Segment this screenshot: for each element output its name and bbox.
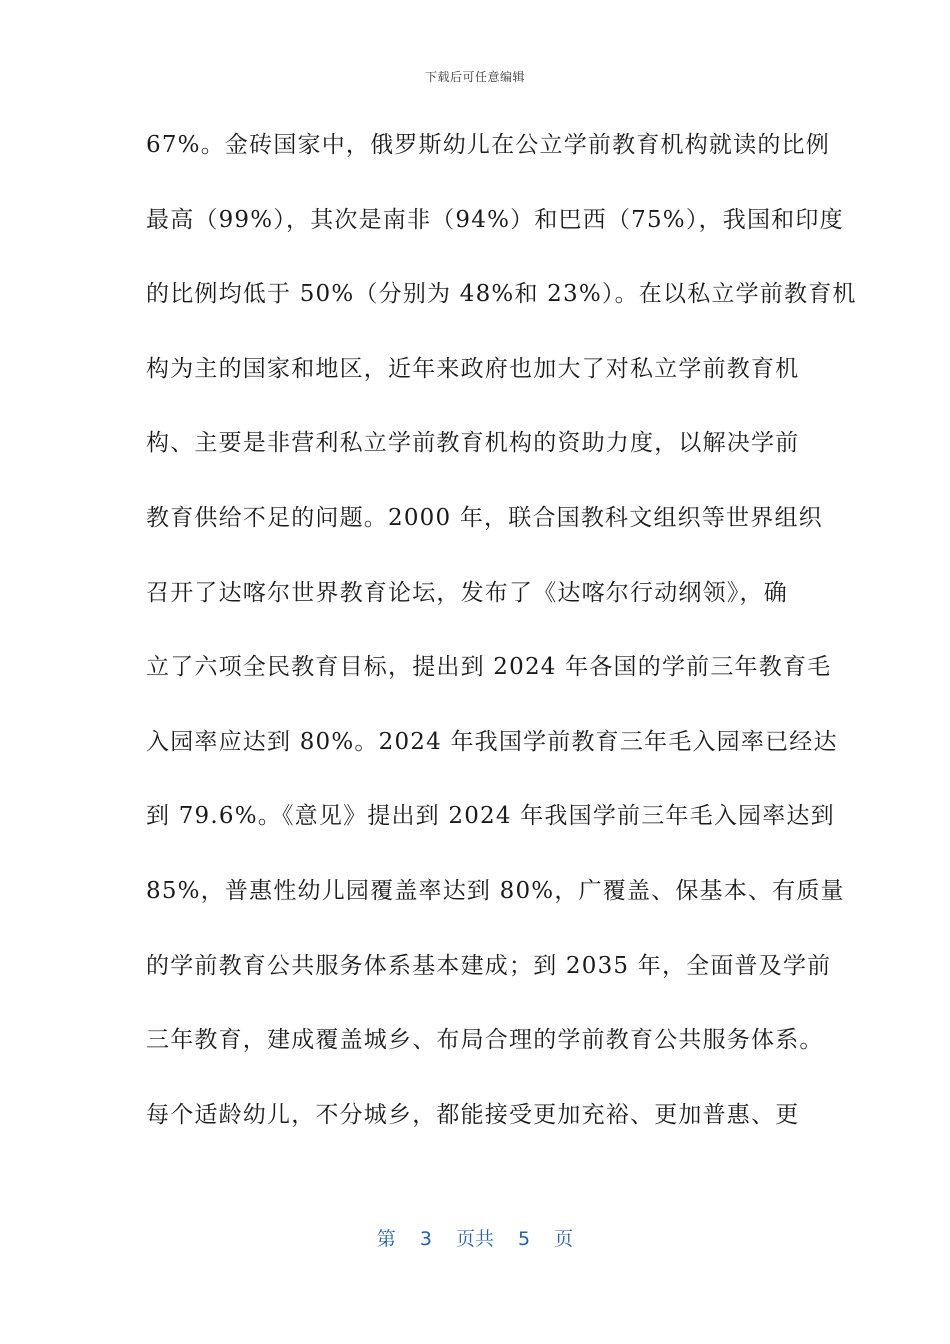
body-line-8: 立了六项全民教育目标，提出到 2024 年各国的学前三年教育毛 [146, 654, 832, 681]
download-note: 下载后可任意编辑 [424, 70, 525, 84]
page-middle-text: 页共 [455, 1228, 494, 1250]
body-line-14: 每个适龄幼儿，不分城乡，都能接受更加充裕、更加普惠、更 [146, 1101, 800, 1128]
body-line-1: 67%。金砖国家中，俄罗斯幼儿在公立学前教育机构就读的比例 [146, 132, 830, 158]
body-line-2: 最高（99%），其次是南非（94%）和巴西（75%），我国和印度 [146, 206, 844, 233]
body-line-9: 入园率应达到 80%。2024 年我国学前教育三年毛入园率已经达 [146, 728, 838, 755]
body-line-12: 的学前教育公共服务体系基本建成；到 2035 年，全面普及学前 [146, 952, 832, 979]
body-line-10: 到 79.6%。《意见》提出到 2024 年我国学前三年毛入园率达到 [146, 803, 835, 830]
body-line-5: 构、主要是非营利私立学前教育机构的资助力度，以解决学前 [146, 430, 800, 457]
body-line-3: 的比例均低于 50%（分别为 48%和 23%）。在以私立学前教育机 [146, 281, 857, 308]
body-line-11: 85%，普惠性幼儿园覆盖率达到 80%，广覆盖、保基本、有质量 [146, 877, 845, 904]
document-body [146, 118, 857, 1162]
page-number-footer [0, 1224, 950, 1251]
total-pages-number: 5 [518, 1228, 531, 1250]
page-prefix: 第 [376, 1228, 396, 1250]
page-suffix: 页 [554, 1228, 574, 1250]
body-line-4: 构为主的国家和地区，近年来政府也加大了对私立学前教育机 [146, 355, 800, 382]
body-line-6: 教育供给不足的问题。2000 年，联合国教科文组织等世界组织 [146, 504, 823, 531]
current-page-number: 3 [419, 1228, 432, 1250]
body-line-13: 三年教育，建成覆盖城乡、布局合理的学前教育公共服务体系。 [146, 1027, 824, 1054]
body-line-7: 召开了达喀尔世界教育论坛，发布了《达喀尔行动纲领》，确 [146, 579, 788, 606]
